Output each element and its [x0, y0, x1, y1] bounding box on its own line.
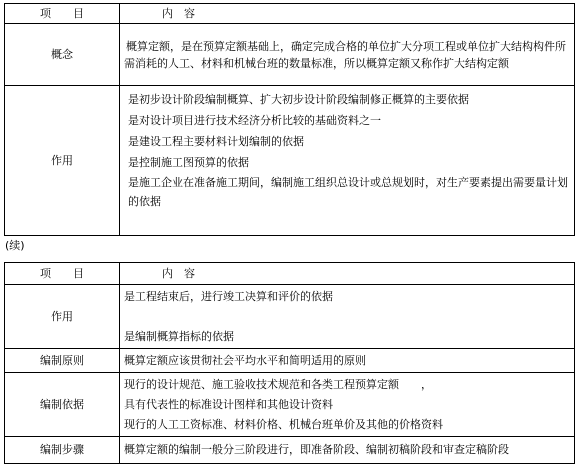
use-cont-line-2 — [124, 307, 572, 327]
basis-line-3: 现行的人工工资标准、材料价格、机械台班单价及其他的价格资料 — [124, 417, 443, 431]
use-line-3: 是建设工程主要材料计划编制的依据 — [128, 135, 304, 148]
row-label-cell — [5, 24, 120, 86]
row-content-cell — [120, 349, 575, 373]
row-label-cell — [5, 349, 120, 373]
header-item-cell — [5, 4, 120, 24]
row-label-cell — [5, 373, 120, 437]
use-cont-line-1: 是工程结束后，进行竣工决算和评价的依据 — [124, 290, 333, 303]
table-concept-and-use — [4, 3, 575, 236]
header-item-label: 项 目 — [40, 266, 84, 280]
table-header-row — [5, 4, 575, 24]
row-label-use: 作用 — [51, 309, 73, 323]
table-row — [5, 373, 575, 437]
table-row — [5, 437, 575, 464]
steps-text: 概算定额的编制一般分三阶段进行，即准备阶段、编制初稿阶段和审查定稿阶段 — [124, 443, 509, 456]
header-content-cell — [120, 263, 575, 285]
row-label-cell — [5, 285, 120, 349]
use-line-1: 是初步设计阶段编制概算、扩大初步设计阶段编制修正概算的主要依据 — [128, 93, 469, 106]
basis-line-1: 现行的设计规范、施工验收技术规范和各类工程预算定额 ， — [124, 377, 432, 391]
basis-line-2: 具有代表性的标准设计图样和其他设计资料 — [124, 397, 333, 411]
concept-text: 概算定额，是在预算定额基础上，确定完成合格的单位扩大分项工程或单位扩大结构构件所需消耗的人工、材料和机械台班的数量标准，所以概算定额又称作扩大结构定额 — [124, 39, 566, 70]
row-label-principle: 编制原则 — [40, 353, 84, 367]
row-label-cell — [5, 437, 120, 464]
continued-label: (续) — [5, 239, 25, 252]
use-line-5: 是施工企业在准备施工期间，编制施工组织总设计或总规划时，对生产要素提出需要量计划的依据 — [128, 176, 568, 208]
row-content-cell — [120, 24, 575, 86]
header-item-label: 项 目 — [40, 6, 84, 20]
row-content-cell — [120, 437, 575, 464]
header-content-cell — [120, 4, 575, 24]
table-row — [5, 24, 575, 86]
header-item-cell — [5, 263, 120, 285]
use-line-2: 是对设计项目进行技术经济分析比较的基础资料之一 — [128, 114, 381, 127]
row-label-use: 作用 — [51, 153, 73, 167]
header-content-label: 内 容 — [162, 266, 195, 280]
header-content-label: 内 容 — [162, 6, 195, 20]
row-content-cell — [120, 373, 575, 437]
table-continued — [4, 262, 575, 464]
principle-text: 概算定额应该贯彻社会平均水平和简明适用的原则 — [124, 353, 366, 367]
table-row — [5, 349, 575, 373]
table-row — [5, 285, 575, 349]
row-label-steps: 编制步骤 — [40, 443, 84, 456]
row-content-cell — [120, 86, 575, 236]
use-cont-line-3: 是编制概算指标的依据 — [124, 330, 234, 343]
row-content-cell — [120, 285, 575, 349]
row-label-basis: 编制依据 — [40, 397, 84, 411]
row-label-cell — [5, 86, 120, 236]
table-header-row — [5, 263, 575, 285]
row-label-concept: 概念 — [51, 47, 73, 61]
use-line-4: 是控制施工图预算的依据 — [128, 156, 249, 169]
table-row — [5, 86, 575, 236]
